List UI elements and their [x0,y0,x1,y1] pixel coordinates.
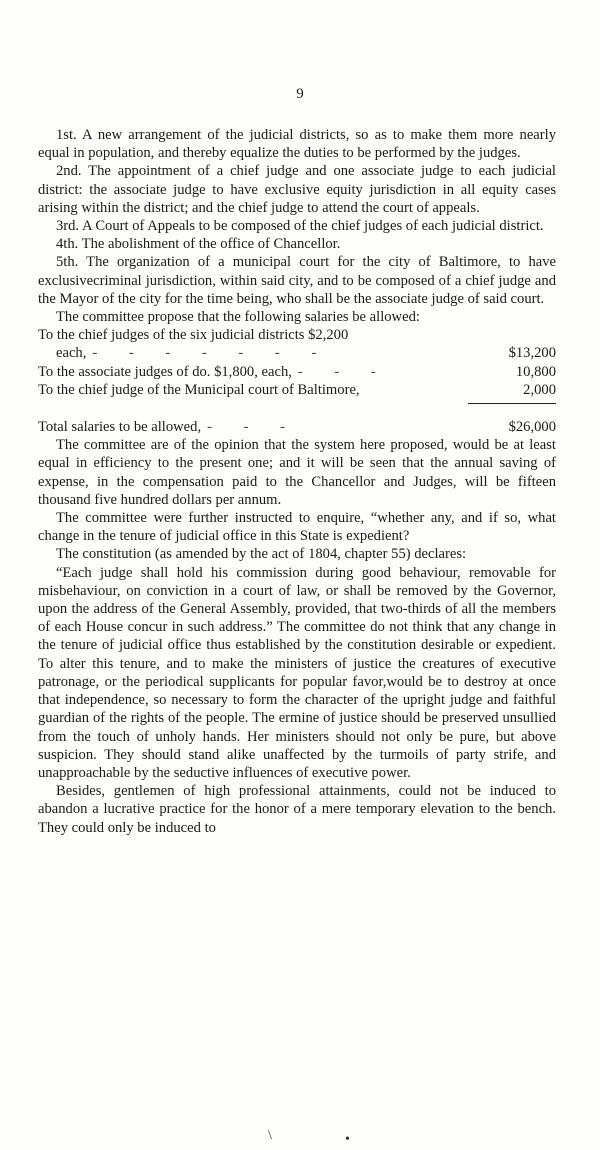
paragraph-opinion: The committee are of the opinion that the system here proposed, would be at least equal in efficiency to the present one; and it will be seen that the annual saving of expense, in the compensation paid to the Chancellor and Judges, will be fifteen thousand five hundred dollars per annum. [38,437,556,508]
salary-row-municipal-judge [38,381,556,399]
page-number: 9 [296,86,304,102]
total-rule [38,403,556,404]
dot-leaders: - - - - - - - [92,345,331,362]
paragraph-2nd: 2nd. The appointment of a chief judge and one associate judge to each judicial district: the associate judge to have exclusive equity jurisdiction in all equity cases arising within the district; and the chief judge to attend the court of appeals. [38,163,556,216]
paragraph-4th: 4th. The abolishment of the office of Chancellor. [56,236,341,253]
total-amount: $26,000 [508,419,556,436]
paragraph-3rd: 3rd. A Court of Appeals to be composed of the chief judges of each judicial district. [56,218,544,235]
paragraph-instructed: The committee were further instructed to enquire, “whether any, and if so, what change in the tenure of judicial office in this State is expedient? [38,510,556,545]
paragraph-besides: Besides, gentlemen of high professional attainments, could not be induced to abandon a lucrative practice for the honor of a mere temporary elevation to the bench. They could only be induced to [38,783,556,836]
paragraph-1st: 1st. A new arrangement of the judicial districts, so as to make them more nearly equal in population, and thereby equalize the duties to be performed by the judges. [38,127,556,162]
dot-leaders: - - - [297,363,390,380]
salary-row-associate-judges [38,363,556,381]
salary-row-total [38,418,556,436]
salary-table [38,326,556,436]
total-label: Total salaries to be allowed, [38,419,202,436]
ink-mark: \ [268,1128,272,1143]
paragraph-salaries-intro: The committee propose that the following salaries be allowed: [56,309,420,326]
salary-row-label: To the chief judge of the Municipal court of Baltimore, [38,381,360,398]
paragraph-5th: 5th. The organization of a municipal court for the city of Baltimore, to have exclusivecriminal jurisdiction, within said city, and to be composed of a chief judge and the Mayor of the city for the time being, who shall be the associate judge of said court. [38,254,556,307]
salary-amount: 2,000 [523,381,556,398]
salary-row-label: To the associate judges of do. $1,800, each, [38,363,292,380]
document-body [38,126,556,837]
paragraph-constitution: The constitution (as amended by the act of 1804, chapter 55) declares: [56,546,467,563]
salary-amount: 10,800 [515,363,556,380]
dot-leaders: - - - [207,419,299,436]
salary-row-label-cont: each, [56,345,87,362]
salary-amount: $13,200 [508,345,556,362]
ink-dot: • [345,1132,350,1147]
paragraph-quote: “Each judge shall hold his commission during good behaviour, removable for misbehaviour, on conviction in a court of law, or shall be removed by the Governor, upon the address of the General Assembly, provided, that two-thirds of all the members of each House concur in such address.” The committee do not think that any change in the tenure of judicial office thus established by the constitution desirable or expedient. To alter this tenure, and to make the ministers of justice the creatures of executive patronage, or the periodical supplicants for popular favor,would be to destroy at once that independence, so necessary to form the character of the upright judge and faithful guardian of the rights of the people. The ermine of justice should be preserved unsullied from the touch of unholy hands. Her ministers should not only be pure, but above suspicion. They should stand alike unaffected by the turmoils of party strife, and unapproachable by the seductive influences of executive power. [38,564,556,781]
salary-row-chief-judges [38,326,556,362]
salary-row-label: To the chief judges of the six judicial districts $2,200 [38,327,349,344]
